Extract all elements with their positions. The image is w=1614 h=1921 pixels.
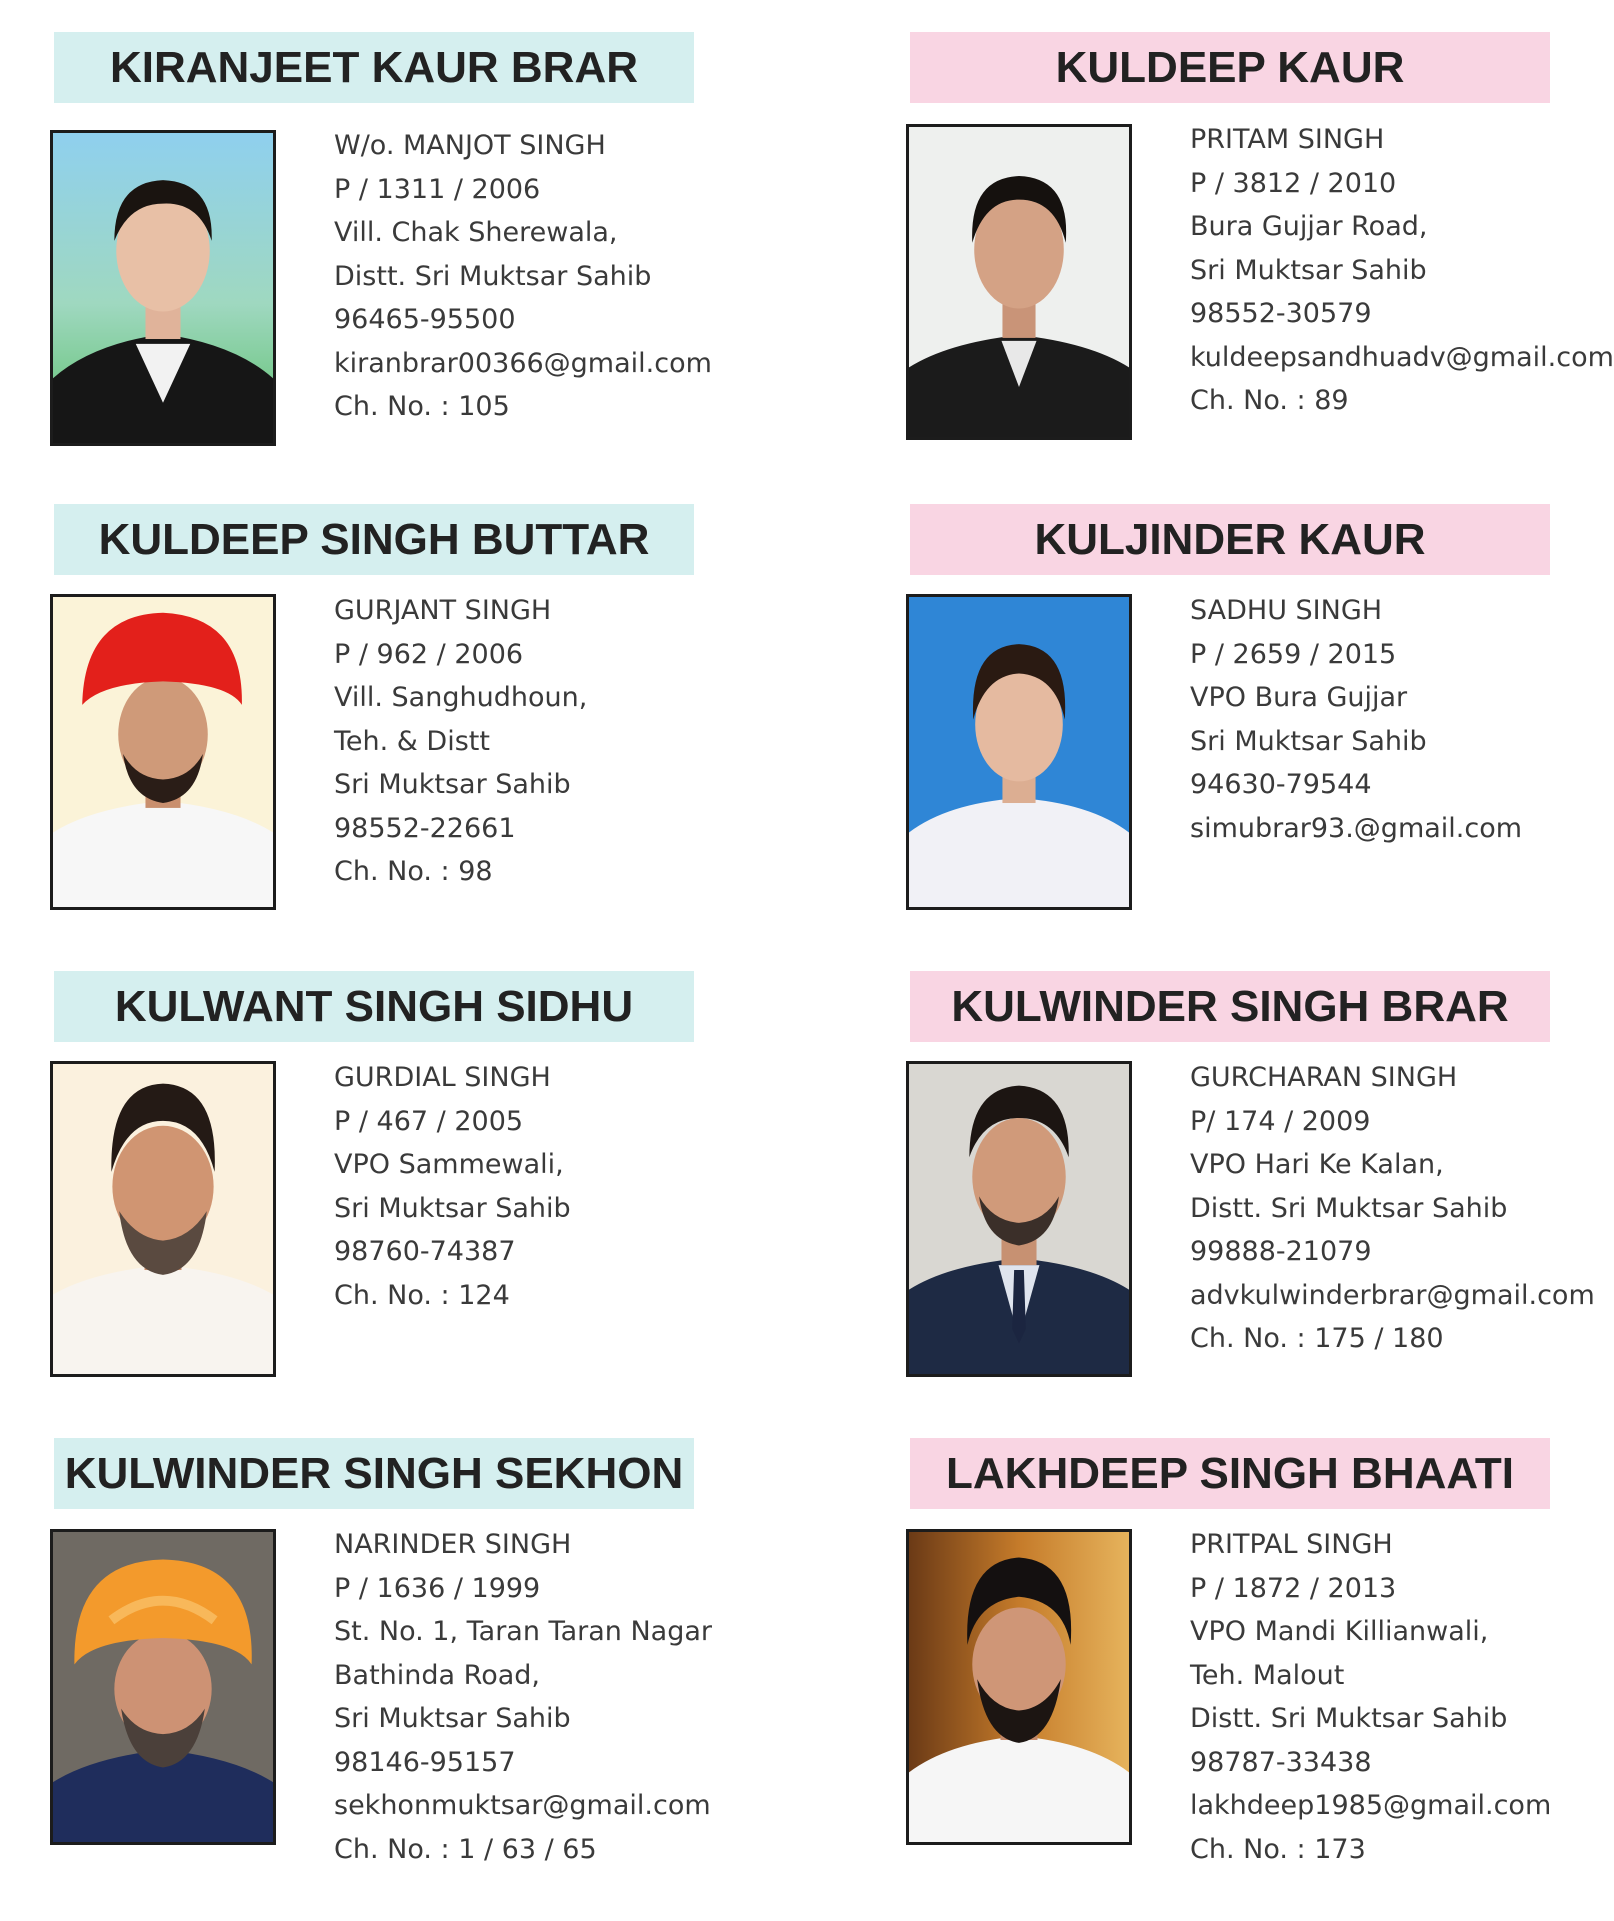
registration-line: P / 3812 / 2010 [1190,167,1397,199]
relation-line: NARINDER SINGH [334,1529,572,1560]
chamber-line: Ch. No. : 105 [334,391,510,422]
phone-line: 98760-74387 [334,1236,516,1267]
address-line: Teh. & Distt [334,725,490,757]
relation-line: W/o. MANJOT SINGH [334,130,606,161]
registration-line: P/ 174 / 2009 [1190,1105,1371,1137]
member-photo [50,1061,276,1377]
registration-line: P / 1872 / 2013 [1190,1572,1397,1604]
member-name: KULDEEP SINGH BUTTAR [54,504,694,575]
address-line: Sri Muktsar Sahib [334,1192,571,1224]
email-line: lakhdeep1985@gmail.com [1190,1790,1552,1821]
member-card [54,504,709,944]
member-card [910,1438,1565,1878]
member-photo [906,1529,1132,1845]
email-line: kiranbrar00366@gmail.com [334,347,712,379]
phone-line: 99888-21079 [1190,1236,1372,1267]
address-line: Distt. Sri Muktsar Sahib [1190,1703,1508,1734]
email-line: simubrar93.@gmail.com [1190,812,1523,844]
member-photo [50,594,276,910]
member-details [334,1523,734,1871]
address-line: Vill. Sanghudhoun, [334,682,588,713]
phone-line: 98552-30579 [1190,298,1372,329]
relation-line: PRITPAL SINGH [1190,1529,1393,1560]
address-line: Sri Muktsar Sahib [334,1703,571,1734]
address-line: VPO Mandi Killianwali, [1190,1616,1489,1647]
member-name: KULWANT SINGH SIDHU [54,971,694,1042]
address-line: Sri Muktsar Sahib [334,769,571,800]
address-line: VPO Bura Gujjar [1190,682,1408,713]
member-details [334,1056,734,1317]
member-photo [906,1061,1132,1377]
relation-line: GURCHARAN SINGH [1190,1062,1458,1093]
address-line: Sri Muktsar Sahib [1190,254,1427,286]
address-line: Distt. Sri Muktsar Sahib [334,260,652,292]
phone-line: 94630-79544 [1190,769,1372,800]
relation-line: SADHU SINGH [1190,595,1383,626]
address-line: Sri Muktsar Sahib [1190,725,1427,757]
address-line: Vill. Chak Sherewala, [334,217,618,248]
member-card [910,971,1595,1411]
member-name: KULWINDER SINGH BRAR [910,971,1550,1042]
member-name: KULJINDER KAUR [910,504,1550,575]
address-line: Bathinda Road, [334,1659,540,1691]
member-card [54,971,709,1411]
phone-line: 96465-95500 [334,304,516,335]
member-photo [906,124,1132,440]
chamber-line: Ch. No. : 1 / 63 / 65 [334,1833,597,1865]
member-photo [50,1529,276,1845]
address-line: VPO Hari Ke Kalan, [1190,1149,1444,1180]
chamber-line: Ch. No. : 175 / 180 [1190,1323,1444,1354]
chamber-line: Ch. No. : 89 [1190,385,1349,416]
email-line: kuldeepsandhuadv@gmail.com [1190,341,1614,373]
relation-line: PRITAM SINGH [1190,124,1385,155]
member-card [910,504,1565,944]
member-photo [50,130,276,446]
chamber-line: Ch. No. : 124 [334,1279,510,1311]
phone-line: 98552-22661 [334,812,516,844]
member-photo [906,594,1132,910]
registration-line: P / 1311 / 2006 [334,173,541,205]
address-line: Bura Gujjar Road, [1190,211,1428,242]
chamber-line: Ch. No. : 173 [1190,1833,1366,1865]
email-line: sekhonmuktsar@gmail.com [334,1790,711,1821]
registration-line: P / 962 / 2006 [334,638,524,670]
relation-line: GURDIAL SINGH [334,1062,551,1093]
member-details [334,124,734,429]
chamber-line: Ch. No. : 98 [334,856,493,887]
phone-line: 98787-33438 [1190,1746,1372,1778]
address-line: St. No. 1, Taran Taran Nagar [334,1616,712,1647]
member-details [1190,589,1590,850]
member-name: LAKHDEEP SINGH BHAATI [910,1438,1550,1509]
member-card [54,32,712,472]
email-line: advkulwinderbrar@gmail.com [1190,1279,1595,1311]
member-details [334,589,734,894]
relation-line: GURJANT SINGH [334,595,552,626]
address-line: Teh. Malout [1190,1659,1345,1691]
member-name: KIRANJEET KAUR BRAR [54,32,694,103]
registration-line: P / 2659 / 2015 [1190,638,1397,670]
member-name: KULDEEP KAUR [910,32,1550,103]
member-details [1190,118,1614,423]
registration-line: P / 1636 / 1999 [334,1572,541,1604]
member-details [1190,1523,1590,1871]
address-line: VPO Sammewali, [334,1149,564,1180]
registration-line: P / 467 / 2005 [334,1105,524,1137]
member-card [910,32,1614,472]
member-card [54,1438,712,1878]
phone-line: 98146-95157 [334,1746,516,1778]
member-name: KULWINDER SINGH SEKHON [54,1438,694,1509]
address-line: Distt. Sri Muktsar Sahib [1190,1192,1508,1224]
member-details [1190,1056,1595,1361]
